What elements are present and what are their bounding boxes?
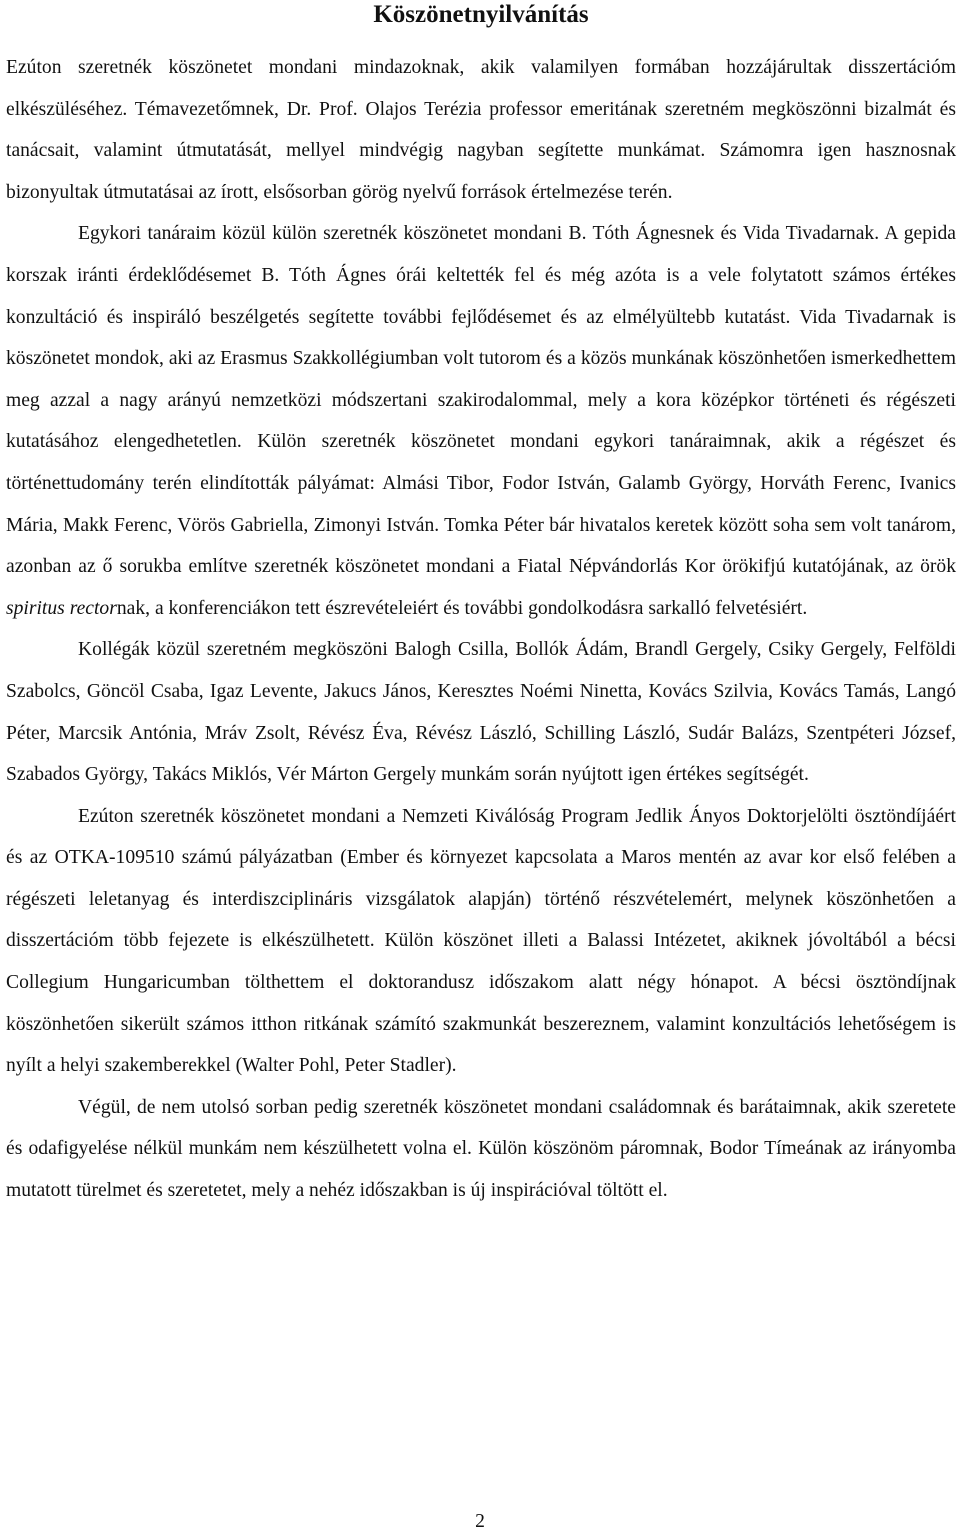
paragraph-family: Végül, de nem utolsó sorban pedig szeretnék köszönetet mondani családomnak és barátaimnak, akik szeretete és odafigyelése nélkül munkám nem készülhetett volna el. Külön köszönöm páromnak, Bodor Tímeának az irányomba mutatott türelmet és szeretetet, mely a nehéz időszakban is új inspirációval töltött el. bbox=[6, 1096, 956, 1202]
paragraph-funding: Ezúton szeretnék köszönetet mondani a Nemzeti Kiválóság Program Jedlik Ányos Doktorjelölti ösztöndíjáért és az OTKA-109510 számú pályázatban (Ember és környezet kapcsolata a Maros mentén az avar kor első felében a régészeti leletanyag és interdiszciplináris vizsgálatok alapján) történő részvételemért, melynek köszönhetően a disszertációm több fejezete is elkészülhetett. Külön köszönet illeti a Balassi Intézetet, akiknek jóvoltából a bécsi Collegium Hungaricumban tölthettem el doktorandusz időszakom alatt négy hónapot. A bécsi ösztöndíjnak köszönhetően sikerült számos itthon ritkának számító szakmunkát beszereznem, valamint konzultációs lehetőségem is nyílt a helyi szakemberekkel (Walter Pohl, Peter Stadler). bbox=[6, 805, 956, 1077]
paragraph-teachers bbox=[6, 213, 956, 629]
page-number: 2 bbox=[475, 1511, 485, 1532]
paragraph-supervisor: Ezúton szeretnék köszönetet mondani mindazoknak, akik valamilyen formában hozzájárultak disszertációm elkészüléséhez. Témavezetőmnek, Dr. Prof. Olajos Terézia professor emeritának szeretném megköszönni bizalmát és tanácsait, valamint útmutatását, mellyel mindvégig nagyban segítette munkámat. Számomra igen hasznosnak bizonyultak útmutatásai az írott, elsősorban görög nyelvű források értelmezése terén. bbox=[6, 57, 956, 203]
page-title: Köszönetnyilvánítás bbox=[373, 1, 589, 28]
paragraph-teachers-text: Egykori tanáraim közül külön szeretnék köszönetet mondani B. Tóth Ágnesnek és Vida Tivadarnak. A gepida korszak iránti érdeklődésemet B. Tóth Ágnes órái keltették fel és még azóta is a vele folytatott számos értékes konzultáció és inspiráló beszélgetés segítette további fejlődésemet és az elmélyültebb kutatást. Vida Tivadarnak is köszönetet mondok, aki az Erasmus Szakkollégiumban volt tutorom és a közös munkának köszönhetően ismerkedhettem meg azzal a nagy arányú nemzetközi módszertani szakirodalommal, mely a kora középkor történeti és régészeti kutatásához elengedhetetlen. Külön szeretnék köszönetet mondani egykori tanáraimnak, akik a régészet és történettudomány terén elindították pályámat: Almási Tibor, Fodor István, Galamb György, Horváth Ferenc, Ivanics Mária, Makk Ferenc, Vörös Gabriella, Zimonyi István. Tomka Péter bár hivatalos keretek között soha sem volt tanárom, azonban az ő sorukba említve szeretnék köszönetet mondani a Fiatal Népvándorlás Kor örökifjú kutatójának, az örök bbox=[6, 223, 956, 578]
italic-phrase: spiritus rector bbox=[6, 597, 117, 619]
paragraph-teachers-text-after: nak, a konferenciákon tett észrevételeiért és további gondolkodásra sarkalló felvetésiért. bbox=[116, 597, 808, 619]
document-page bbox=[6, 0, 956, 1212]
paragraph-colleagues: Kollégák közül szeretném megköszöni Balogh Csilla, Bollók Ádám, Brandl Gergely, Csiky Gergely, Felföldi Szabolcs, Göncöl Csaba, Igaz Levente, Jakucs János, Keresztes Noémi Ninetta, Kovács Szilvia, Kovács Tamás, Langó Péter, Marcsik Antónia, Mráv Zsolt, Révész Éva, Révész László, Schilling László, Sudár Balázs, Szentpéteri József, Szabados György, Takács Miklós, Vér Márton Gergely munkám során nyújtott igen értékes segítségét. bbox=[6, 639, 956, 786]
